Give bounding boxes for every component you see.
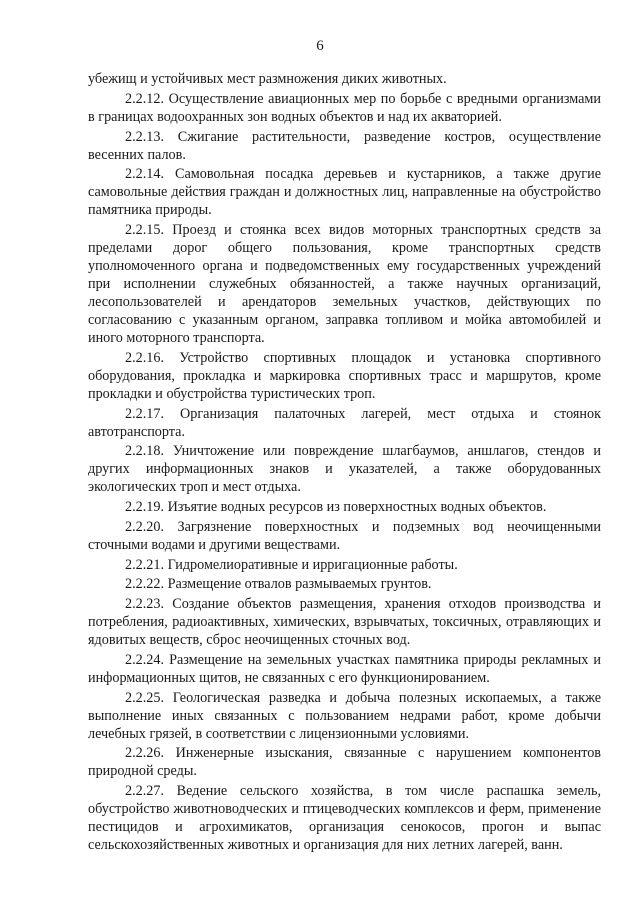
prohibition-item <box>88 782 601 854</box>
prohibition-item <box>88 442 601 496</box>
item-number: 2.2.13. <box>125 128 165 145</box>
item-number: 2.2.22. <box>125 576 165 593</box>
item-text: Изъятие водных ресурсов из поверхностных водных объектов. <box>167 499 547 515</box>
item-text: Устройство спортивных площадок и установка спортивного оборудования, прокладка и маркировка спортивных трасс и маршрутов, кроме прокладки и обустройства туристических троп. <box>88 349 601 402</box>
prohibition-item <box>88 165 601 219</box>
item-text: Самовольная посадка деревьев и кустарников, а также другие самовольные действия граждан и должностных лиц, направленные на обустройство памятника природы. <box>88 166 602 219</box>
prohibition-item <box>88 128 601 164</box>
item-text: Создание объектов размещения, хранения отходов производства и потребления, радиоактивных, химических, взрывчатых, токсичных, отравляющих и ядовитых веществ, сброс неочищенных сточных вод. <box>88 596 602 648</box>
item-text: Геологическая разведка и добыча полезных ископаемых, а также выполнение иных связанных с пользованием недрами работ, кроме добычи лечебных грязей, в соответствии с лицензионными условиями. <box>88 689 601 742</box>
item-text: Сжигание растительности, разведение костров, осуществление весенних палов. <box>88 128 602 163</box>
prohibition-item <box>88 518 601 554</box>
item-number: 2.2.21. <box>125 556 165 573</box>
item-text: Гидромелиоративные и ирригационные работы. <box>167 556 458 573</box>
item-text: Размещение на земельных участках памятника природы рекламных и информационных щитов, не связанных с его функционированием. <box>88 651 601 686</box>
continuation-paragraph: убежищ и устойчивых мест размножения диких животных. <box>88 71 447 87</box>
prohibition-item <box>88 90 601 126</box>
item-text: Осуществление авиационных мер по борьбе с вредными организмами в границах водоохранных зон водных объектов и над их акваторией. <box>88 90 601 125</box>
prohibition-item <box>88 498 601 516</box>
item-text: Уничтожение или повреждение шлагбаумов, аншлагов, стендов и других информационных знаков и указателей, а также оборудованных экологических троп и мест отдыха. <box>88 443 602 496</box>
item-text: Проезд и стоянка всех видов моторных транспортных средств за пределами дорог общего пользования, кроме транспортных средств уполномоченного органа и подведомственных ему государственных учреждений при исполнении служебных обязанностей, а также научных организаций, лесопользователей и арендаторов земельных участков, действующих по согласованию с указанным органом, заправка топливом и мойка автомобилей и иного моторного транспорта. <box>88 222 602 346</box>
item-number: 2.2.23. <box>125 596 165 612</box>
prohibition-item <box>88 744 601 780</box>
page-number: 6 <box>316 38 324 54</box>
item-number: 2.2.19. <box>125 499 165 515</box>
document-body <box>88 70 601 856</box>
item-text: Ведение сельского хозяйства, в том числе распашка земель, обустройство животноводческих и птицеводческих комплексов и ферм, применение пестицидов и агрохимикатов, организация сенокосов, прогон и выпас сельскохозяйственных животных и организация для них летних лагерей, ванн. <box>88 783 601 853</box>
item-number: 2.2.14. <box>125 166 165 183</box>
item-text: Организация палаточных лагерей, мест отдыха и стоянок автотранспорта. <box>88 405 601 440</box>
item-number: 2.2.25. <box>125 689 165 706</box>
prohibition-item <box>88 221 601 347</box>
prohibition-item <box>88 405 601 441</box>
item-number: 2.2.24. <box>125 651 165 668</box>
item-text: Размещение отвалов размываемых грунтов. <box>167 576 432 593</box>
item-number: 2.2.20. <box>125 518 165 535</box>
prohibition-item <box>88 651 601 687</box>
prohibition-item <box>88 575 601 593</box>
item-number: 2.2.18. <box>125 443 165 460</box>
prohibition-item <box>88 689 601 743</box>
item-number: 2.2.15. <box>125 222 165 238</box>
prohibition-item <box>88 595 601 649</box>
item-number: 2.2.17. <box>125 405 165 422</box>
item-text: Загрязнение поверхностных и подземных вод неочищенными сточными водами и другими веществами. <box>88 518 601 553</box>
prohibition-list <box>88 90 601 854</box>
prohibition-item <box>88 556 601 574</box>
item-text: Инженерные изыскания, связанные с нарушением компонентов природной среды. <box>88 745 602 780</box>
item-number: 2.2.12. <box>125 90 165 107</box>
prohibition-item <box>88 349 601 403</box>
item-number: 2.2.26. <box>125 745 165 762</box>
item-number: 2.2.16. <box>125 349 165 366</box>
item-number: 2.2.27. <box>125 783 165 799</box>
